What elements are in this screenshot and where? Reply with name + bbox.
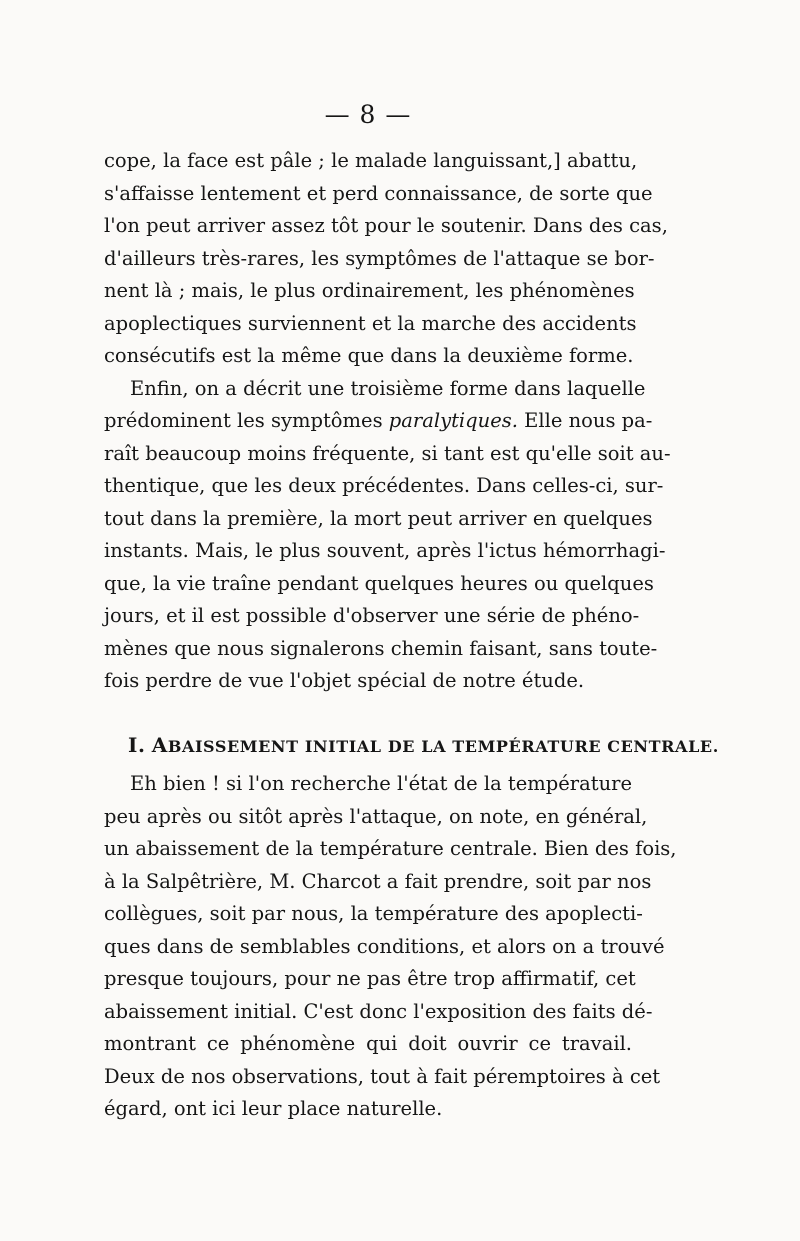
text-line: jours, et il est possible d'observer une série de phéno-: [104, 604, 640, 627]
text-line: à la Salpêtrière, M. Charcot a fait prendre, soit par nos: [104, 869, 652, 893]
text-line: un abaissement de la température centrale. Bien des fois,: [104, 837, 677, 860]
text-line: nent là ; mais, le plus ordinairement, les phénomènes: [104, 279, 635, 302]
text-line: fois perdre de vue l'objet spécial de notre étude.: [104, 669, 585, 692]
text-line: montrant ce phénomène qui doit ouvrir ce travail.: [104, 1032, 632, 1055]
text-segment: prédominent les symptômes: [104, 409, 389, 432]
italic-term: paralytiques.: [388, 409, 518, 432]
body-text-bottom: [104, 768, 677, 1126]
heading-rest: INITIAL DE LA TEMPÉRATURE CENTRALE.: [304, 737, 719, 756]
text-line: Eh bien ! si l'on recherche l'état de la température: [130, 772, 633, 795]
text-line: collègues, soit par nous, la température des apoplecti-: [104, 902, 643, 925]
text-line: l'on peut arriver assez tôt pour le soutenir. Dans des cas,: [104, 214, 668, 237]
text-line: consécutifs est la même que dans la deuxième forme.: [104, 344, 634, 367]
text-line: apoplectiques surviennent et la marche des accidents: [104, 311, 637, 335]
text-segment: Elle nous pa-: [517, 409, 653, 432]
page-number: — 8 —: [324, 100, 412, 129]
text-line: tout dans la première, la mort peut arriver en quelques: [104, 506, 653, 530]
text-line-with-italic: [104, 405, 653, 438]
text-line: Enfin, on a décrit une troisième forme dans laquelle: [130, 376, 646, 400]
text-line: abaissement initial. C'est donc l'exposition des faits dé-: [104, 999, 653, 1023]
text-line: d'ailleurs très-rares, les symptômes de l'attaque se bor-: [104, 246, 655, 270]
text-line: Deux de nos observations, tout à fait péremptoires à cet: [104, 1064, 661, 1088]
heading-initial: A: [151, 733, 168, 757]
heading-word: BAISSEMENT: [167, 737, 299, 756]
text-line: raît beaucoup moins fréquente, si tant est qu'elle soit au-: [104, 441, 671, 465]
text-line: thentique, que les deux précédentes. Dans celles-ci, sur-: [104, 474, 664, 497]
text-line: s'affaisse lentement et perd connaissance, de sorte que: [104, 181, 653, 205]
text-line: mènes que nous signalerons chemin faisant, sans toute-: [104, 636, 658, 660]
text-line: égard, ont ici leur place naturelle.: [104, 1097, 443, 1120]
section-heading: [128, 730, 719, 760]
text-line: que, la vie traîne pendant quelques heures ou quelques: [104, 571, 654, 595]
text-line: cope, la face est pâle ; le malade languissant,] abattu,: [104, 149, 638, 172]
text-line: ques dans de semblables conditions, et alors on a trouvé: [104, 934, 665, 958]
text-line: instants. Mais, le plus souvent, après l'ictus hémorrhagi-: [104, 539, 666, 562]
body-text-top: [104, 145, 671, 698]
text-line: peu après ou sitôt après l'attaque, on note, en général,: [104, 804, 648, 828]
text-line: presque toujours, pour ne pas être trop affirmatif, cet: [104, 967, 636, 990]
section-numeral: I.: [128, 733, 146, 757]
